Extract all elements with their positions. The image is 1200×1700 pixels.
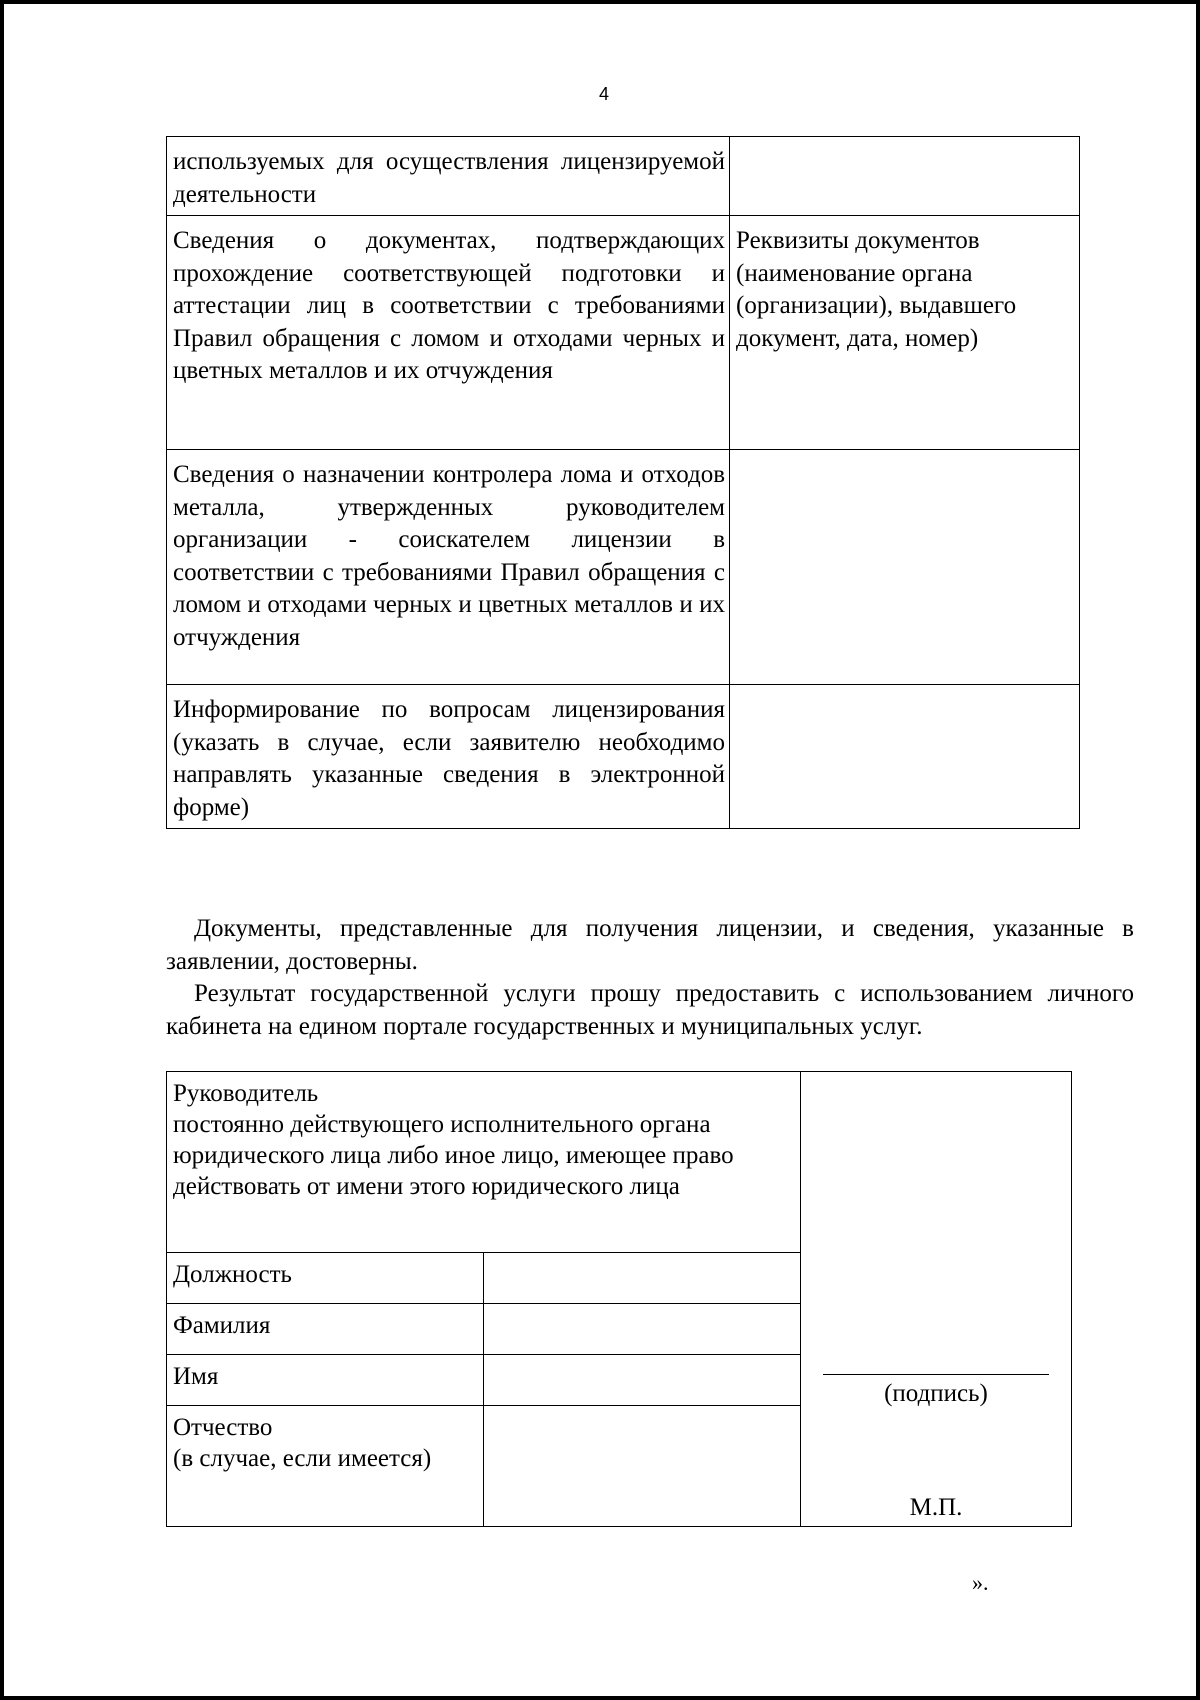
surname-field <box>484 1304 801 1355</box>
page-number: 4 <box>598 84 609 104</box>
signatory-description: постоянно действующего исполнительного органа юридического лица либо иное лицо, имеющее право действовать от имени этого юридического лица <box>173 1111 734 1200</box>
table-row <box>167 450 1080 685</box>
name-label: Имя <box>167 1355 484 1406</box>
patronymic-note: (в случае, если имеется) <box>173 1445 432 1472</box>
table-row <box>167 216 1080 450</box>
row-value <box>730 685 1080 829</box>
table-row <box>167 1072 1072 1253</box>
row-value <box>730 450 1080 685</box>
signature-line <box>823 1374 1049 1375</box>
surname-label: Фамилия <box>167 1304 484 1355</box>
row-value: Реквизиты документов (наименование органа (организации), выдавшего документ, дата, номер) <box>730 216 1080 450</box>
patronymic-label <box>167 1406 484 1527</box>
patronymic-field <box>484 1406 801 1527</box>
patronymic-title: Отчество <box>173 1414 273 1441</box>
paragraph-text: Результат государственной услуги прошу предоставить с использованием личного кабинета на едином портале государственных и муниципальных услуг. <box>166 980 1134 1040</box>
row-label: Сведения о назначении контролера лома и отходов металла, утвержденных руководителем организации - соискателем лицензии в соответствии с требованиями Правил обращения с ломом и отходами черных и цветных металлов и их отчуждения <box>167 450 730 685</box>
row-value <box>730 137 1080 216</box>
row-label: Информирование по вопросам лицензирования (указать в случае, если заявителю необходимо направлять указанные сведения в электронной форме) <box>167 685 730 829</box>
table-row <box>167 685 1080 829</box>
signatory-table <box>166 1071 1072 1527</box>
position-field <box>484 1253 801 1304</box>
signatory-title: Руководитель <box>173 1080 319 1107</box>
table-row <box>167 137 1080 216</box>
signature-block <box>801 1072 1072 1527</box>
position-label: Должность <box>167 1253 484 1304</box>
closing-quote-mark: ». <box>972 1570 989 1595</box>
signature-caption: (подпись) <box>884 1380 988 1407</box>
name-field <box>484 1355 801 1406</box>
result-delivery-statement <box>166 977 1134 1043</box>
stamp-placeholder: М.П. <box>909 1494 963 1521</box>
paragraph-text: Документы, представленные для получения лицензии, и сведения, указанные в заявлении, достоверны. <box>166 915 1134 975</box>
license-info-table <box>166 136 1080 829</box>
reliability-statement <box>166 912 1134 978</box>
row-label: Сведения о документах, подтверждающих прохождение соответствующей подготовки и аттестации лиц в соответствии с требованиями Правил обращения с ломом и отходами черных и цветных металлов и их отчуждения <box>167 216 730 450</box>
signatory-heading <box>167 1072 801 1253</box>
row-label: используемых для осуществления лицензируемой деятельности <box>167 137 730 216</box>
